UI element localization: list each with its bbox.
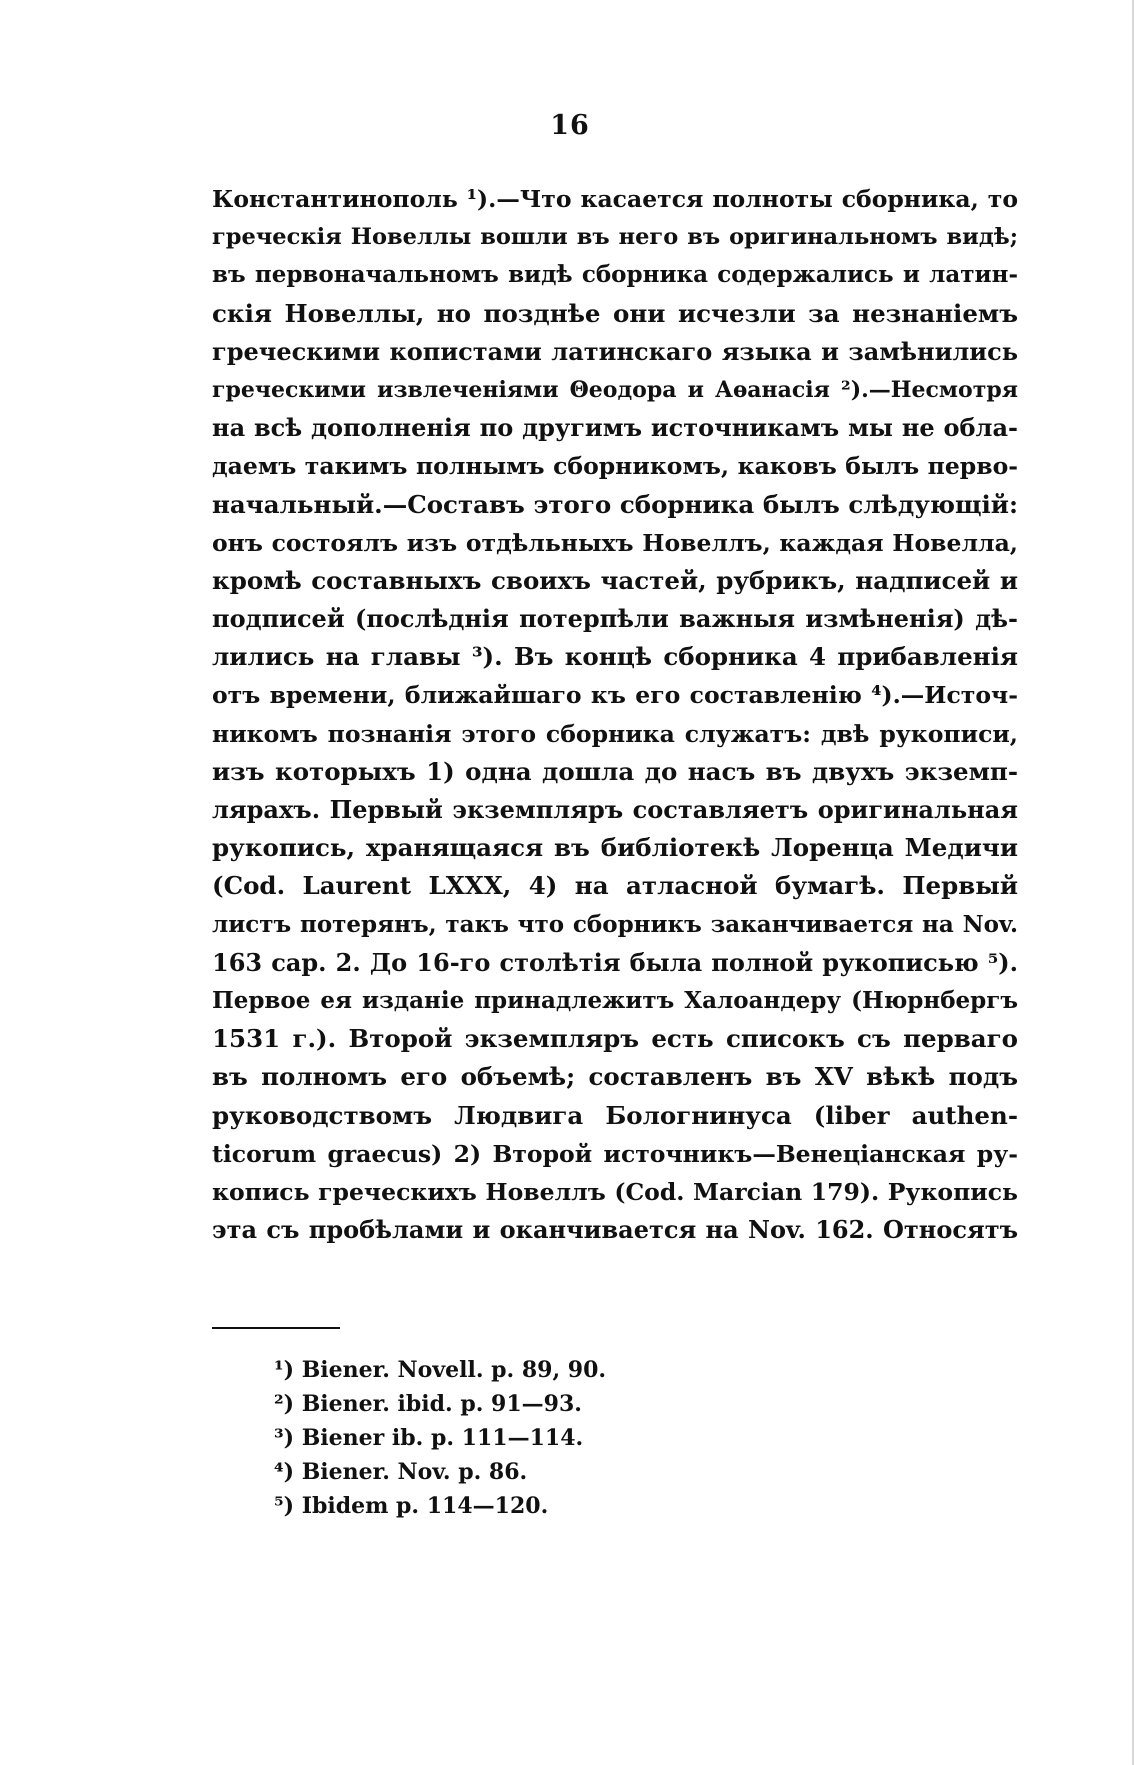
main-text: [212, 180, 1018, 1249]
text-line: ticorum graecus) 2) Второй источникъ—Венеціанская ру-: [212, 1139, 1018, 1168]
footnotes: [274, 1353, 774, 1523]
text-line: начальный.—Составъ этого сборника былъ слѣдующій:: [212, 489, 1018, 519]
text-line: изъ которыхъ 1) одна дошла до насъ въ двухъ экземп-: [212, 756, 1018, 786]
text-line: въ полномъ его объемѣ; составленъ въ XV вѣкѣ подъ: [212, 1062, 1018, 1092]
text-line: онъ состоялъ изъ отдѣльныхъ Новеллъ, каждая Новелла,: [212, 528, 1018, 557]
footnote: ⁴) Biener. Nov. p. 86.: [274, 1459, 528, 1485]
text-line: на всѣ дополненія по другимъ источникамъ мы не обла-: [212, 413, 1018, 443]
text-line: листъ потерянъ, такъ что сборникъ заканчивается на Nov.: [212, 910, 1018, 938]
footnote: ²) Biener. ibid. p. 91—93.: [274, 1391, 582, 1417]
text-line: подписей (послѣднія потерпѣли важныя измѣненія) дѣ-: [212, 604, 1018, 634]
page-number: 16: [550, 110, 590, 141]
text-line: отъ времени, ближайшаго къ его составленію ⁴).—Источ-: [212, 681, 1018, 710]
footnote-separator: [212, 1327, 340, 1329]
text-line: даемъ такимъ полнымъ сборникомъ, каковъ былъ перво-: [212, 452, 1018, 481]
footnote: ³) Biener ib. p. 111—114.: [274, 1425, 584, 1451]
text-line: греческими копистами латинскаго языка и замѣнились: [212, 336, 1018, 366]
footnote: ⁵) Ibidem p. 114—120.: [274, 1493, 549, 1519]
text-line: никомъ познанія этого сборника служатъ: двѣ рукописи,: [212, 719, 1018, 748]
text-line: скія Новеллы, но позднѣе они исчезли за незнаніемъ: [212, 298, 1018, 328]
text-line: лярахъ. Первый экземпляръ составляетъ оригинальная: [212, 795, 1018, 824]
text-line: греческими извлеченіями Θеодора и Аѳанасія ²).—Несмотря: [212, 376, 1018, 403]
text-line: Первое ея изданіе принадлежитъ Халоандеру (Нюрнбергъ: [212, 986, 1018, 1014]
footnote: ¹) Biener. Novell. p. 89, 90.: [274, 1357, 607, 1383]
text-line: 163 cap. 2. До 16-го столѣтія была полной рукописью ⁵).: [212, 947, 1018, 977]
text-line: Константинополь ¹).—Что касается полноты сборника, то: [212, 185, 1018, 213]
page-edge: [1132, 0, 1134, 1765]
text-line: рукопись, хранящаяся въ библіотекѣ Лоренца Медичи: [212, 833, 1018, 863]
text-line: въ первоначальномъ видѣ сборника содержались и латин-: [212, 261, 1018, 289]
text-line: эта съ пробѣлами и оканчивается на Nov. 162. Относятъ: [212, 1215, 1018, 1245]
text-line: копись греческихъ Новеллъ (Cod. Marcian 179). Рукопись: [212, 1177, 1018, 1206]
text-line: кромѣ составныхъ своихъ частей, рубрикъ, надписей и: [212, 565, 1018, 595]
text-line: греческія Новеллы вошли въ него въ оригинальномъ видѣ;: [212, 224, 1018, 251]
text-line: 1531 г.). Второй экземпляръ есть списокъ съ перваго: [212, 1024, 1018, 1054]
text-line: (Cod. Laurent LXXX, 4) на атласной бумагѣ. Первый: [212, 871, 1018, 901]
text-line: руководствомъ Людвига Бологнинуса (liber authen-: [212, 1100, 1018, 1130]
text-line: лились на главы ³). Въ концѣ сборника 4 прибавленія: [212, 642, 1018, 672]
